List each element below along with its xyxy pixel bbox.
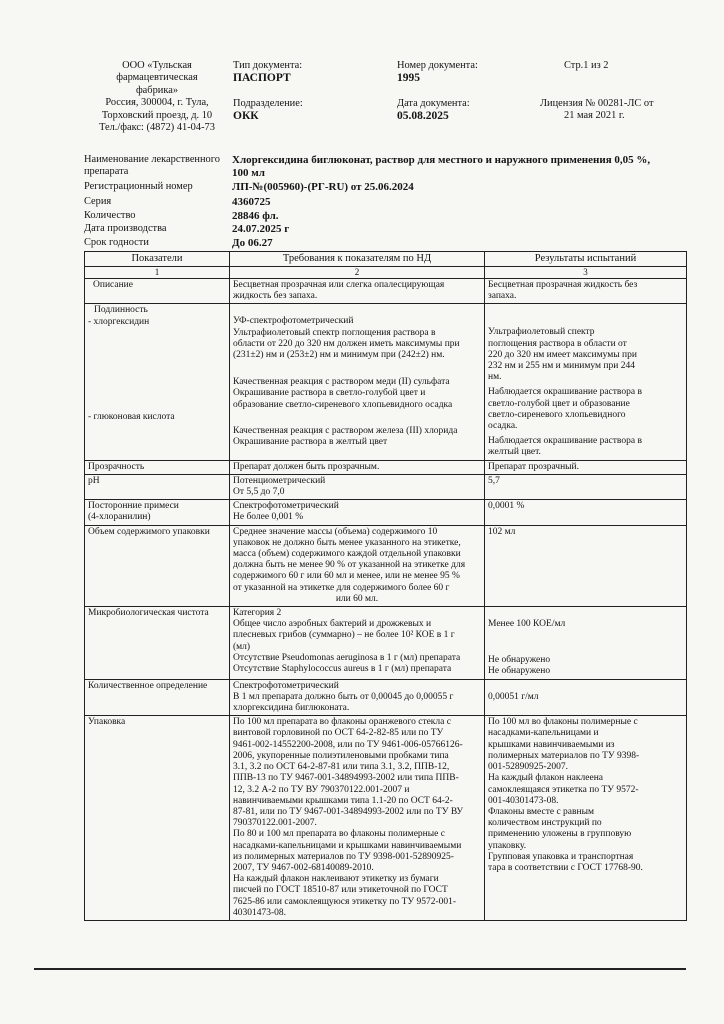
row-label: pH — [85, 474, 230, 499]
row-label: Упаковка — [85, 716, 230, 921]
doc-type-label: Тип документа: — [233, 60, 303, 71]
row-requirement: По 100 мл препарата во флаконы оранжевого стекла с винтовой горловиной по ОСТ 64-2-82-85 или по ТУ 9461-002-14552200-2008, или по ТУ 9461-006-05766126- 2006, укупоренные полиэтиленовыми пробками типа 3.1, 3.2 по ОСТ 64-2-87-81 или типа 3.1, 3.2, ППВ-12, ППВ-13 по ТУ 9467-001-34894993-2002 или типа ППВ- 12, 3.2 А-2 по ТУ ВУ 790370122.001-2007 и навинчиваемыми крышками типа 1.1-20 по ОСТ 64-2- 87-81, или по ТУ 9467-001-34894993-2002 или по ТУ ВУ 790370122.001-2007. По 80 и 100 мл препарата во флаконы полимерные с насадками-капельницами и крышками навинчиваемыми из полимерных материалов по ТУ 9398-001-52890925- 2007, ТУ 9467-002-68140089-2010. На каждый флакон наклеивают этикетку из бумаги писчей по ГОСТ 18510-87 или этикеточной по ГОСТ 7625-86 или самоклеящуюся этикетку по ТУ 9572-001- 40301473-08. — [230, 716, 485, 921]
field-drug-name — [84, 154, 724, 180]
doc-number-block — [397, 60, 537, 86]
field-value: 4360725 — [232, 196, 271, 208]
field-label: Дата производства — [84, 223, 167, 234]
doc-date-label: Дата документа: — [397, 98, 470, 109]
row-requirement: Спектрофотометрический В 1 мл препарата должно быть от 0,00045 до 0,00055 г хлоргексидина биглюконата. — [230, 679, 485, 716]
row-label: Посторонние примеси (4-хлоранилин) — [85, 500, 230, 525]
table-row — [85, 679, 687, 716]
field-value: 24.07.2025 г — [232, 223, 290, 235]
column-number-row — [85, 267, 687, 279]
field-label: Регистрационный номер — [84, 181, 193, 192]
field-label: Количество — [84, 210, 136, 221]
field-label: Наименование лекарственного — [84, 154, 220, 165]
row-label: Объем содержимого упаковки — [85, 525, 230, 606]
row-requirement: Потенциометрический От 5,5 до 7,0 — [230, 474, 485, 499]
table-row — [85, 716, 687, 921]
org-line: ООО «Тульская — [122, 60, 192, 71]
row-label: Прозрачность — [85, 460, 230, 474]
row-result: По 100 мл во флаконы полимерные с насадками-капельницами и крышками навинчиваемыми из полимерных материалов по ТУ 9398- 001-52890925-2007. На каждый флакон наклеена самоклеящаяся этикетка по ТУ 9572- 001-40301473-08. Флаконы вместе с равным количеством инструкций по применению уложены в групповую упаковку. Групповая упаковка и транспортная тара в соответствии с ГОСТ 17768-90. — [485, 716, 687, 921]
field-value: Хлоргексидина биглюконат, раствор для местного и наружного применения 0,05 %, — [232, 154, 651, 166]
results-table — [84, 251, 687, 921]
table-header-row — [85, 252, 687, 267]
division-block — [233, 98, 383, 124]
doc-date-block — [397, 98, 537, 124]
doc-type-value: ПАСПОРТ — [233, 72, 291, 85]
row-requirement: Препарат должен быть прозрачным. — [230, 460, 485, 474]
table-row — [85, 500, 687, 525]
table-row — [85, 278, 687, 303]
field-value: ЛП-№(005960)-(РГ-RU) от 25.06.2024 — [232, 181, 414, 193]
license-block — [540, 98, 690, 123]
row-result: Бесцветная прозрачная жидкость без запаха. — [485, 278, 687, 303]
row-label: Описание — [85, 278, 230, 303]
row-requirement: УФ-спектрофотометрический Ультрафиолетовый спектр поглощения раствора в области от 220 до 320 нм должен иметь максимумы при (231±2) нм и (253±2) нм и минимум при (242±2) нм. Качественная реакция с раствором меди (II) сульфата Окрашивание раствора в светло-голубой цвет и образование светло-сиреневого хлопьевидного осадка Качественная реакция с раствором железа (III) хлорида Окрашивание раствора в желтый цвет — [230, 304, 485, 460]
doc-date-value: 05.08.2025 — [397, 110, 449, 123]
row-label: Микробиологическая чистота — [85, 607, 230, 680]
row-requirement: Среднее значение массы (объема) содержимого 10 упаковок не должно быть менее указанного на этикетке, масса (объем) содержимого каждой отдельной упаковки должна быть не менее 90 % от указанной на этикетке для содержимого 60 г или 60 мл и менее, или не менее 95 % от указанной на этикетке для содержимого более 60 г или 60 мл. — [230, 525, 485, 606]
table-row — [85, 525, 687, 606]
table-row — [85, 607, 687, 680]
field-label: препарата — [84, 166, 129, 178]
field-label: Срок годности — [84, 237, 149, 248]
field-value: 28846 фл. — [232, 210, 279, 222]
org-line: Россия, 300004, г. Тула, — [105, 97, 209, 109]
row-result: 102 мл — [485, 525, 687, 606]
field-value: 100 мл — [232, 167, 265, 180]
column-number: 3 — [485, 267, 687, 279]
row-requirement: Бесцветная прозрачная или слегка опалесцирующая жидкость без запаха. — [230, 278, 485, 303]
license-line: 21 мая 2021 г. — [564, 110, 625, 122]
division-label: Подразделение: — [233, 98, 303, 109]
doc-type-block — [233, 60, 383, 86]
organization-block — [86, 60, 228, 135]
org-line: фармацевтическая — [116, 72, 198, 84]
table-row — [85, 474, 687, 499]
column-header: Требования к показателям по НД — [230, 252, 485, 267]
org-line: Торховский проезд, д. 10 — [101, 109, 213, 121]
org-line: Тел./факс: (4872) 41-04-73 — [99, 122, 215, 134]
column-header: Показатели — [85, 252, 230, 267]
doc-number-label: Номер документа: — [397, 60, 478, 71]
row-requirement: Категория 2 Общее число аэробных бактерий и дрожжевых и плесневых грибов (суммарно) – не более 10² КОЕ в 1 г (мл) Отсутствие Pseudomonas aeruginosa в 1 г (мл) препарата Отсутствие Staphylococcus aureus в 1 г (мл) препарата — [230, 607, 485, 680]
column-number: 1 — [85, 267, 230, 279]
bottom-divider — [34, 968, 686, 970]
table-row — [85, 304, 687, 460]
column-number: 2 — [230, 267, 485, 279]
division-value: ОКК — [233, 110, 259, 123]
field-label: Серия — [84, 196, 112, 207]
row-result: Препарат прозрачный. — [485, 460, 687, 474]
row-result: 0,00051 г/мл — [485, 679, 687, 716]
license-line: Лицензия № 00281-ЛС от — [540, 98, 654, 109]
row-requirement: Спектрофотометрический Не более 0,001 % — [230, 500, 485, 525]
row-result: Ультрафиолетовый спектр поглощения раствора в области от 220 до 320 нм имеет максимумы при 232 нм и 255 нм и минимум при 244 нм. Наблюдается окрашивание раствора в светло-голубой цвет и образование светло-сиреневого хлопьевидного осадка. Наблюдается окрашивание раствора в желтый цвет. — [485, 304, 687, 460]
page-number: Стр.1 из 2 — [564, 60, 609, 71]
row-result: 5,7 — [485, 474, 687, 499]
doc-number-value: 1995 — [397, 72, 420, 85]
row-label: Количественное определение — [85, 679, 230, 716]
row-label: Подлинность - хлоргексидин - глюконовая кислота — [85, 304, 230, 460]
row-result: 0,0001 % — [485, 500, 687, 525]
row-result: Менее 100 КОЕ/мл Не обнаружено Не обнаружено — [485, 607, 687, 680]
field-value: До 06.27 — [232, 237, 273, 249]
column-header: Результаты испытаний — [485, 252, 687, 267]
table-row — [85, 460, 687, 474]
org-line: фабрика» — [135, 84, 179, 96]
